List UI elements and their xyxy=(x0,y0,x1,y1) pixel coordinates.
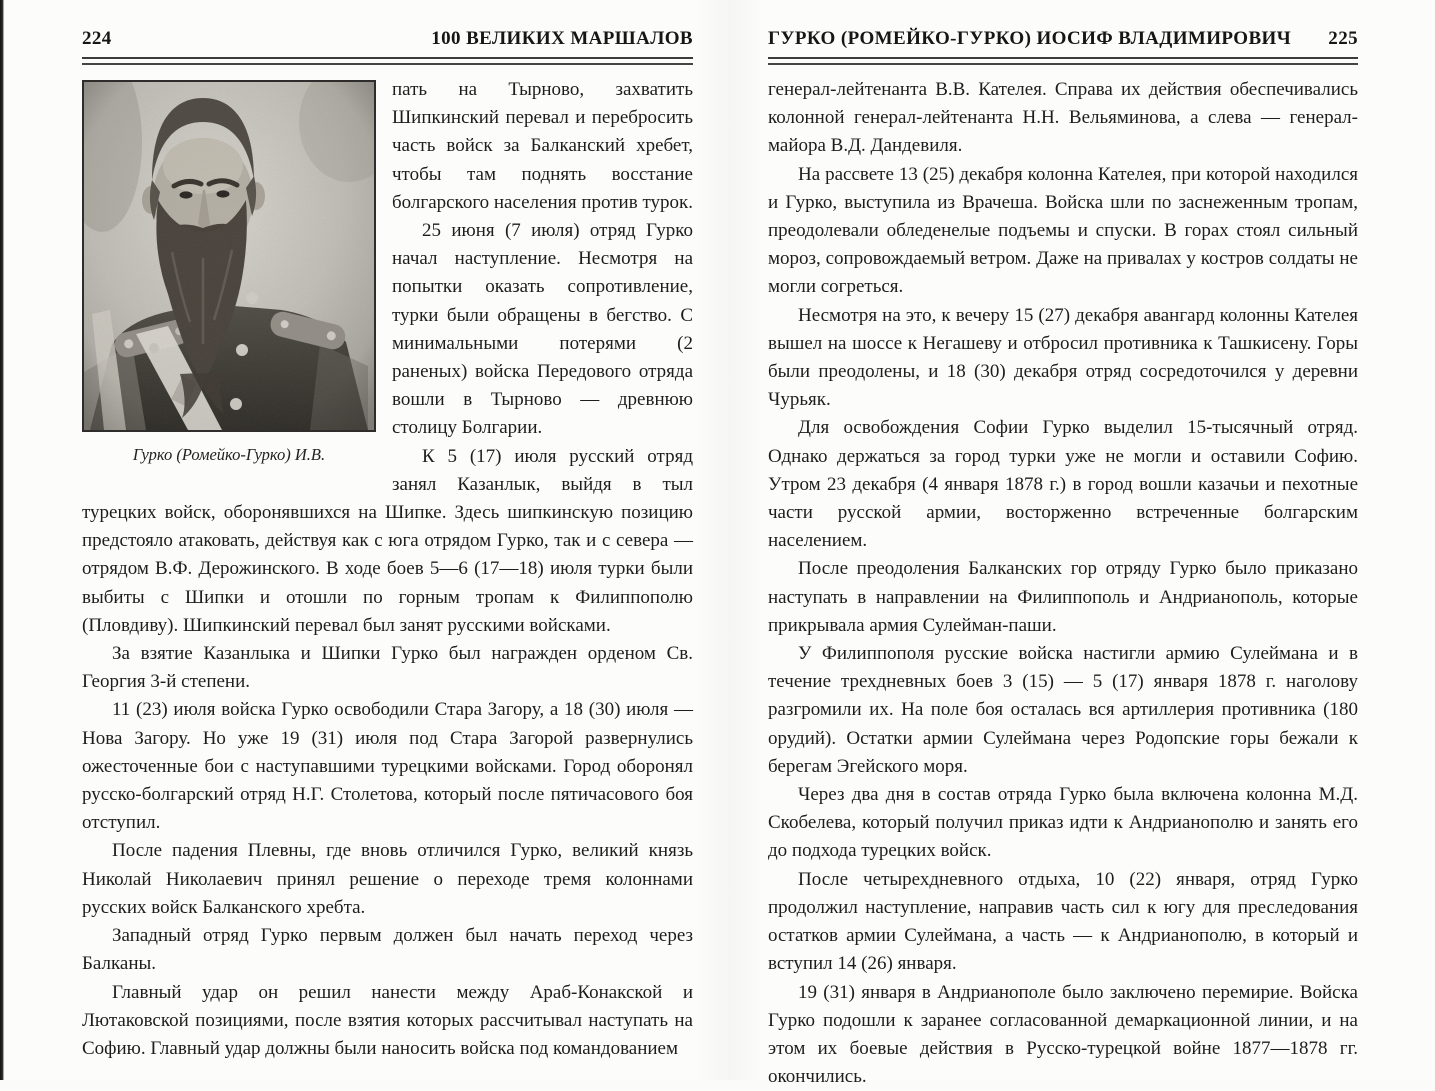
paragraph: Через два дня в состав отряда Гурко была включена колонна М.Д. Скобелева, который получил приказ идти к Андрианополю и занять его до подхода турецких войск. xyxy=(768,781,1358,866)
running-title-left: 100 ВЕЛИКИХ МАРШАЛОВ xyxy=(431,28,693,50)
paragraph: генерал-лейтенанта В.В. Кателея. Справа их действия обеспечивались колонной генерал-лейтенанта Н.Н. Вельяминова, а слева — генерал-майора В.Д. Дандевиля. xyxy=(768,76,1358,161)
page-header-left xyxy=(82,28,693,54)
paragraph: 19 (31) января в Андрианополе было заключено перемирие. Войска Гурко подошли к заранее согласованной демаркационной линии, и на этом их боевые действия в Русско-турецкой войне 1877—1878 гг. окончились. xyxy=(768,979,1358,1091)
paragraph: После четырехдневного отдыха, 10 (22) января, отряд Гурко продолжил наступление, направив часть сил к югу для преследования остатков армии Сулеймана, а часть — к Андрианополю, в который и вступил 14 (26) января. xyxy=(768,866,1358,979)
page-header-right xyxy=(768,28,1358,54)
page-gutter xyxy=(694,0,764,1080)
photo-block xyxy=(82,80,376,465)
gurko-portrait-photo xyxy=(82,80,376,432)
paragraph: После преодоления Балканских гор отряду Гурко было приказано наступать в направлении на Филиппополь и Андрианополь, которые прикрывала армия Сулейман-паши. xyxy=(768,555,1358,640)
running-title-right: ГУРКО (РОМЕЙКО-ГУРКО) ИОСИФ ВЛАДИМИРОВИЧ xyxy=(768,28,1291,50)
paragraph: За взятие Казанлыка и Шипки Гурко был награжден орденом Св. Георгия 3-й степени. xyxy=(82,640,693,696)
paragraph: Главный удар он решил нанести между Араб-Конакской и Лютаковской позициями, после взятия которых рассчитывал наступать на Софию. Главный удар должны были наносить войска под командованием xyxy=(82,979,693,1064)
paragraph: Западный отряд Гурко первым должен был начать переход через Балканы. xyxy=(82,922,693,978)
paragraph: 11 (23) июля войска Гурко освободили Стара Загору, а 18 (30) июля — Нова Загору. Но уже 19 (31) июля под Стара Загорой развернулись ожесточенные бои с наступавшими турецкими войсками. Город оборонял русско-болгарский отряд Н.Г. Столетова, который после пятичасового боя отступил. xyxy=(82,696,693,837)
paragraph: Несмотря на это, к вечеру 15 (27) декабря авангард колонны Кателея вышел на шоссе к Негашеву и отбросил противника к Ташкисену. Горы были преодолены, и 18 (30) декабря отряд сосредоточился у деревни Чурьяк. xyxy=(768,302,1358,415)
paragraph: Для освобождения Софии Гурко выделил 15-тысячный отряд. Однако держаться за город турки уже не могли и оставили Софию. Утром 23 декабря (4 января 1878 г.) в город вошли казачьи и пехотные части русской армии, восторженно встреченные болгарским населением. xyxy=(768,414,1358,555)
page-left xyxy=(82,28,693,1063)
paragraph: пать на Тырново, захватить Шипкинский перевал и перебросить часть войск за Балканский хребет, чтобы там поднять восстание болгарского населения против турок. xyxy=(82,76,693,217)
portrait-illustration xyxy=(84,82,374,430)
book-edge-shadow xyxy=(0,0,4,1080)
header-rule-right xyxy=(768,57,1358,65)
paragraph: 25 июня (7 июля) отряд Гурко начал наступление. Несмотря на попытки оказать сопротивление, турки были обращены в бегство. С минимальными потерями (2 раненых) войска Передового отряда вошли в Тырново — древнюю столицу Болгарии. xyxy=(82,217,693,443)
paragraph: К 5 (17) июля русский отряд занял Казанлык, выйдя в тыл турецких войск, оборонявшихся на Шипке. Здесь шипкинскую позицию предстояло атаковать, действуя как с юга отрядом Гурко, так и с севера — отрядом В.Ф. Дерожинского. В ходе боев 5—6 (17—18) июля турки были выбиты с Шипки и отошли по горным тропам к Филиппополю (Пловдиву). Шипкинский перевал был занят русскими войсками. xyxy=(82,443,693,640)
page-number-left: 224 xyxy=(82,28,112,50)
paragraph: На рассвете 13 (25) декабря колонна Кателея, при которой находился и Гурко, выступила из Врачеша. Войска шли по заснеженным тропам, преодолевали обледенелые подъемы и спуски. В горах стоял сильный мороз, сопровождаемый ветром. Даже на привалах у костров солдаты не могли согреться. xyxy=(768,161,1358,302)
header-rule-left xyxy=(82,57,693,65)
page-body-left xyxy=(82,76,693,1063)
page-number-right: 225 xyxy=(1328,28,1358,50)
page-right xyxy=(768,28,1358,1091)
photo-caption: Гурко (Ромейко-Гурко) И.В. xyxy=(82,445,376,465)
paragraph: После падения Плевны, где вновь отличился Гурко, великий князь Николай Николаевич принял решение о переходе тремя колоннами русских войск Балканского хребта. xyxy=(82,837,693,922)
paragraph: У Филиппополя русские войска настигли армию Сулеймана и в течение трехдневных боев 3 (15) — 5 (17) января 1878 г. наголову разгромили их. На поле боя осталась вся артиллерия противника (180 орудий). Остатки армии Сулеймана через Родопские горы бежали к берегам Эгейского моря. xyxy=(768,640,1358,781)
page-body-right xyxy=(768,76,1358,1091)
